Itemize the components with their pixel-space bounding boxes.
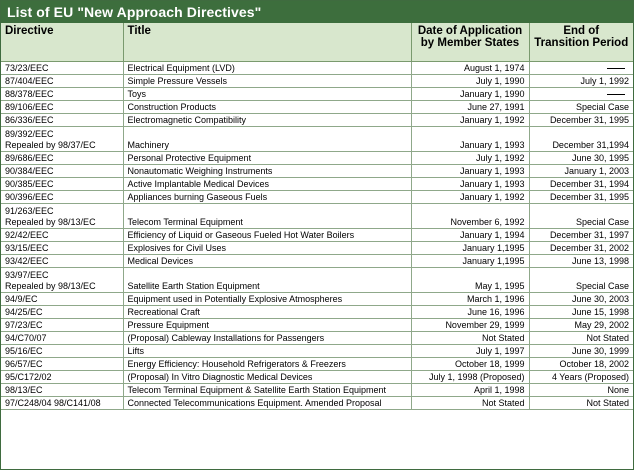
directive-number: 90/385/EEC [5,179,54,189]
directive-repeal-note: Repealed by 98/13/EC [5,281,96,291]
table-row [1,191,633,204]
title-cell: Efficiency of Liquid or Gaseous Fueled Hot Water Boilers [123,229,411,242]
end-of-transition-cell: June 15, 1998 [529,306,633,319]
title-cell: Connected Telecommunications Equipment. Amended Proposal [123,397,411,410]
directive-number: 98/13/EC [5,385,43,395]
directive-cell [1,165,123,178]
directive-number: 86/336/EEC [5,115,54,125]
directive-number: 94/9/EC [5,294,38,304]
directive-cell [1,229,123,242]
end-of-transition-cell: June 30, 2003 [529,293,633,306]
end-of-transition-cell: December 31, 1997 [529,229,633,242]
date-of-application-cell: Not Stated [411,332,529,345]
table-row [1,293,633,306]
end-of-transition-cell: May 29, 2002 [529,319,633,332]
title-cell: Energy Efficiency: Household Refrigerators & Freezers [123,358,411,371]
title-cell: (Proposal) In Vitro Diagnostic Medical Devices [123,371,411,384]
end-of-transition-cell: October 18, 2002 [529,358,633,371]
directive-number: 88/378/EEC [5,89,54,99]
date-of-application-cell: April 1, 1998 [411,384,529,397]
table-row [1,306,633,319]
empty-dash [607,68,625,69]
end-of-transition-cell: January 1, 2003 [529,165,633,178]
table-row [1,152,633,165]
directive-cell [1,319,123,332]
date-of-application-cell: June 27, 1991 [411,101,529,114]
date-of-application-cell: July 1, 1997 [411,345,529,358]
directive-cell [1,255,123,268]
directive-repeal-note: Repealed by 98/37/EC [5,140,96,150]
empty-dash [607,94,625,95]
table-row [1,127,633,152]
date-of-application-cell: May 1, 1995 [411,268,529,293]
table-row [1,332,633,345]
directive-number: 73/23/EEC [5,63,49,73]
table-row [1,397,633,410]
date-of-application-cell: January 1, 1994 [411,229,529,242]
directive-number: 93/42/EEC [5,256,49,266]
directive-cell [1,384,123,397]
date-of-application-cell: January 1, 1993 [411,178,529,191]
directive-number: 92/42/EEC [5,230,49,240]
directive-number: 93/15/EEC [5,243,49,253]
end-of-transition-cell: Not Stated [529,397,633,410]
end-of-transition-cell: December 31, 1995 [529,114,633,127]
date-of-application-cell: January 1, 1992 [411,114,529,127]
directive-cell [1,397,123,410]
title-cell: Appliances burning Gaseous Fuels [123,191,411,204]
table-row [1,358,633,371]
table-row [1,204,633,229]
date-of-application-cell: January 1, 1990 [411,88,529,101]
end-of-transition-cell: Not Stated [529,332,633,345]
title-cell: Machinery [123,127,411,152]
directive-cell [1,345,123,358]
header-row [1,23,633,62]
end-of-transition-cell: June 30, 1995 [529,152,633,165]
date-of-application-cell: July 1, 1998 (Proposed) [411,371,529,384]
table-row [1,345,633,358]
header-end-of-transition [529,23,633,62]
title-cell: Simple Pressure Vessels [123,75,411,88]
directive-number: 95/C172/02 [5,372,52,382]
date-of-application-cell: July 1, 1990 [411,75,529,88]
directive-cell [1,62,123,75]
directive-number: 97/23/EC [5,320,43,330]
table-row [1,255,633,268]
directives-body [1,62,633,410]
directive-number: 95/16/EC [5,346,43,356]
title-cell: Satellite Earth Station Equipment [123,268,411,293]
title-cell: Electrical Equipment (LVD) [123,62,411,75]
table-row [1,268,633,293]
directive-cell [1,127,123,152]
table-row [1,114,633,127]
date-of-application-cell: October 18, 1999 [411,358,529,371]
header-directive: Directive [1,23,123,62]
header-date-of-application [411,23,529,62]
end-of-transition-cell: Special Case [529,268,633,293]
table-row [1,242,633,255]
date-of-application-cell: January 1,1995 [411,255,529,268]
title-cell: Toys [123,88,411,101]
directive-cell [1,371,123,384]
table-row [1,75,633,88]
end-of-transition-cell: None [529,384,633,397]
date-of-application-cell: November 29, 1999 [411,319,529,332]
directive-number: 87/404/EEC [5,76,54,86]
table-row [1,384,633,397]
directive-number: 89/686/EEC [5,153,54,163]
directive-repeal-note: Repealed by 98/13/EC [5,217,96,227]
title-cell: Electromagnetic Compatibility [123,114,411,127]
title-cell: Active Implantable Medical Devices [123,178,411,191]
directive-cell [1,178,123,191]
directive-cell [1,88,123,101]
title-cell: Nonautomatic Weighing Instruments [123,165,411,178]
table-row [1,165,633,178]
directive-cell [1,75,123,88]
title-cell: Construction Products [123,101,411,114]
header-date-line1: Date of Application [417,25,523,37]
directive-number: 94/25/EC [5,307,43,317]
date-of-application-cell: November 6, 1992 [411,204,529,229]
directive-cell [1,242,123,255]
end-of-transition-cell: Special Case [529,101,633,114]
directive-number: 97/C248/04 98/C141/08 [5,398,101,408]
date-of-application-cell: January 1, 1992 [411,191,529,204]
end-of-transition-cell: December 31, 1995 [529,191,633,204]
end-of-transition-cell: Special Case [529,204,633,229]
title-cell: Telecom Terminal Equipment [123,204,411,229]
directive-number: 90/384/EEC [5,166,54,176]
header-end-line1: End of [563,25,600,37]
end-of-transition-cell [529,88,633,101]
table-row [1,62,633,75]
table-row [1,319,633,332]
table-row [1,178,633,191]
directive-cell [1,204,123,229]
title-cell: Recreational Craft [123,306,411,319]
date-of-application-cell: January 1,1995 [411,242,529,255]
date-of-application-cell: March 1, 1996 [411,293,529,306]
end-of-transition-cell: 4 Years (Proposed) [529,371,633,384]
date-of-application-cell: Not Stated [411,397,529,410]
table-row [1,371,633,384]
directive-number: 89/106/EEC [5,102,54,112]
directive-cell [1,332,123,345]
directives-table [1,23,633,410]
title-cell: (Proposal) Cableway Installations for Passengers [123,332,411,345]
end-of-transition-cell: December 31, 2002 [529,242,633,255]
table-row [1,88,633,101]
directive-cell [1,358,123,371]
end-of-transition-cell: December 31, 1994 [529,178,633,191]
date-of-application-cell: January 1, 1993 [411,127,529,152]
directive-number: 90/396/EEC [5,192,54,202]
end-of-transition-cell: June 30, 1999 [529,345,633,358]
directive-cell [1,293,123,306]
directive-cell [1,114,123,127]
title-cell: Lifts [123,345,411,358]
table-row [1,229,633,242]
header-title: Title [123,23,411,62]
end-of-transition-cell: December 31,1994 [529,127,633,152]
directive-number: 91/263/EEC [5,206,54,216]
title-cell: Explosives for Civil Uses [123,242,411,255]
panel-title: List of EU "New Approach Directives" [1,1,633,23]
date-of-application-cell: August 1, 1974 [411,62,529,75]
title-cell: Medical Devices [123,255,411,268]
header-end-line2: Transition Period [534,37,629,49]
end-of-transition-cell: July 1, 1992 [529,75,633,88]
table-row [1,101,633,114]
directive-number: 93/97/EEC [5,270,49,280]
end-of-transition-cell [529,62,633,75]
title-cell: Equipment used in Potentially Explosive Atmospheres [123,293,411,306]
directive-cell [1,152,123,165]
directive-cell [1,268,123,293]
directive-number: 96/57/EC [5,359,43,369]
title-cell: Telecom Terminal Equipment & Satellite Earth Station Equipment [123,384,411,397]
date-of-application-cell: July 1, 1992 [411,152,529,165]
date-of-application-cell: January 1, 1993 [411,165,529,178]
directive-number: 94/C70/07 [5,333,47,343]
directive-cell [1,306,123,319]
header-date-line2: by Member States [420,37,520,49]
directive-cell [1,101,123,114]
date-of-application-cell: June 16, 1996 [411,306,529,319]
title-cell: Pressure Equipment [123,319,411,332]
title-cell: Personal Protective Equipment [123,152,411,165]
directive-number: 89/392/EEC [5,129,54,139]
end-of-transition-cell: June 13, 1998 [529,255,633,268]
directive-cell [1,191,123,204]
